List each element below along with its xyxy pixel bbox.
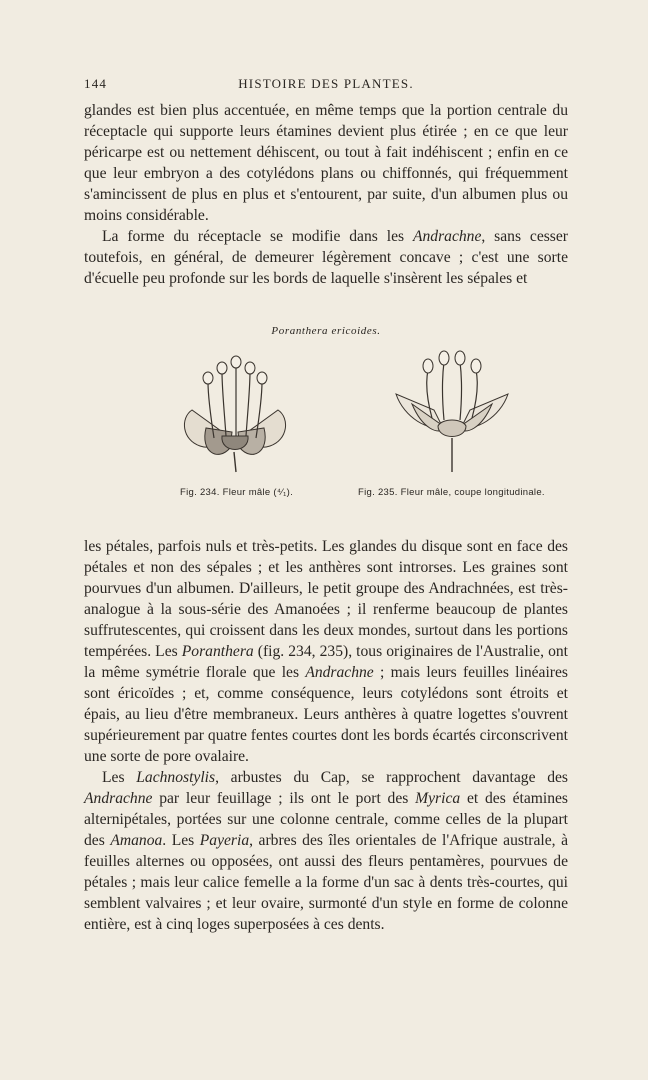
paragraph-2 <box>84 226 568 289</box>
anther <box>231 356 241 368</box>
flower-illustration-234 <box>170 348 300 478</box>
running-title: HISTOIRE DES PLANTES. <box>238 76 414 91</box>
text-run: (fig. 234, 235), tous originaires de l'Australie, ont la même symétrie florale que les <box>84 643 568 681</box>
figure-species-caption: Poranthera ericoides. <box>271 325 381 337</box>
pedicel <box>234 452 236 472</box>
page-number: 144 <box>84 76 108 91</box>
paragraph-4 <box>84 767 568 935</box>
flower-section-illustration-235 <box>382 348 522 478</box>
anther <box>245 362 255 374</box>
text-run: , arbres des îles orientales de l'Afrique australe, à feuilles alternes ou opposées, ont aussi des fleurs pentamères, pourvues de pétales ; mais leur calice femelle a la forme d'un sac à dents très-courtes, qui semblent valvaires ; et leur ovaire, surmonté d'un style en forme de colonne entière, est à cinq loges superposées à ces dents. <box>84 832 568 933</box>
text-run: La forme du réceptacle se modifie dans les <box>102 228 413 245</box>
paragraph-1: glandes est bien plus accentuée, en même temps que la portion centrale du réceptacle qui supporte leurs étamines devient plus étirée ; en ce que leur péricarpe est ou nettement déhiscent, ou tout à fait indéhiscent ; enfin en ce que leur embryon a des cotylédons plans ou chiffonnés, qui fréquemment s'amincissent de plus en plus et s'entourent, par suite, d'un albumen plus ou moins considérable. <box>84 102 568 224</box>
filament <box>222 372 226 436</box>
running-header <box>84 76 568 96</box>
genus-name: Poranthera <box>181 643 254 660</box>
text-run: les pétales, parfois nuls et très-petits. Les glandes du disque sont en face des pétales et non des sépales ; et les anthères sont introrses. Les graines sont pourvues d'un albumen. D'ailleurs, le petit groupe des Andrachnées, est très-analogue à la sous-série des Amanoées ; il renferme beaucoup de plantes suffrutescentes, qui croissent dans les deux mondes, surtout dans les portions tempérées. Les <box>84 538 568 660</box>
text-run: , arbustes du Cap, se rapprochent davantage des <box>215 769 568 786</box>
genus-name: Andrachne <box>412 228 482 245</box>
genus-name: Lachnostylis <box>136 769 216 786</box>
receptacle <box>438 420 466 437</box>
text-run: ; mais leurs feuilles linéaires sont éricoïdes ; et, comme conséquence, leurs cotylédons sont étroits et épais, au lieu d'être membraneux. Leurs anthères à quatre logettes s'ouvrent supérieurement par quatre fentes courtes dont les bords écartés circonscrivent une sorte de pore ovalaire. <box>84 664 568 765</box>
genus-name: Myrica <box>415 790 461 807</box>
text-run: . Les <box>162 832 200 849</box>
anther <box>203 372 213 384</box>
genus-name: Andrachne <box>305 664 374 681</box>
genus-name: Amanoa <box>110 832 163 849</box>
anther <box>257 372 267 384</box>
anther <box>471 359 481 373</box>
figure-235-caption: Fig. 235. Fleur mâle, coupe longitudinale. <box>358 487 545 498</box>
text-block-bottom <box>84 536 568 935</box>
text-run: Les <box>102 769 137 786</box>
anther <box>455 351 465 365</box>
anther <box>423 359 433 373</box>
filament <box>443 362 445 420</box>
text-run: par leur feuillage ; ils ont le port des <box>152 790 416 807</box>
filament <box>246 372 250 436</box>
genus-name: Andrachne <box>84 790 153 807</box>
anther <box>439 351 449 365</box>
filament <box>460 362 462 420</box>
paragraph-3 <box>84 536 568 767</box>
figure-234-caption: Fig. 234. Fleur mâle (⁴⁄₁). <box>180 487 294 498</box>
text-run: , sans cesser toutefois, en général, de demeurer légèrement concave ; c'est une sorte d'écuelle peu profonde sur les bords de laquelle s'insèrent les sépales et <box>84 228 568 287</box>
anther <box>217 362 227 374</box>
genus-name: Payeria <box>199 832 250 849</box>
text-run: et des étamines alternipétales, portées sur une colonne centrale, comme celles de la plupart des <box>84 790 568 849</box>
text-block-top <box>84 100 568 289</box>
